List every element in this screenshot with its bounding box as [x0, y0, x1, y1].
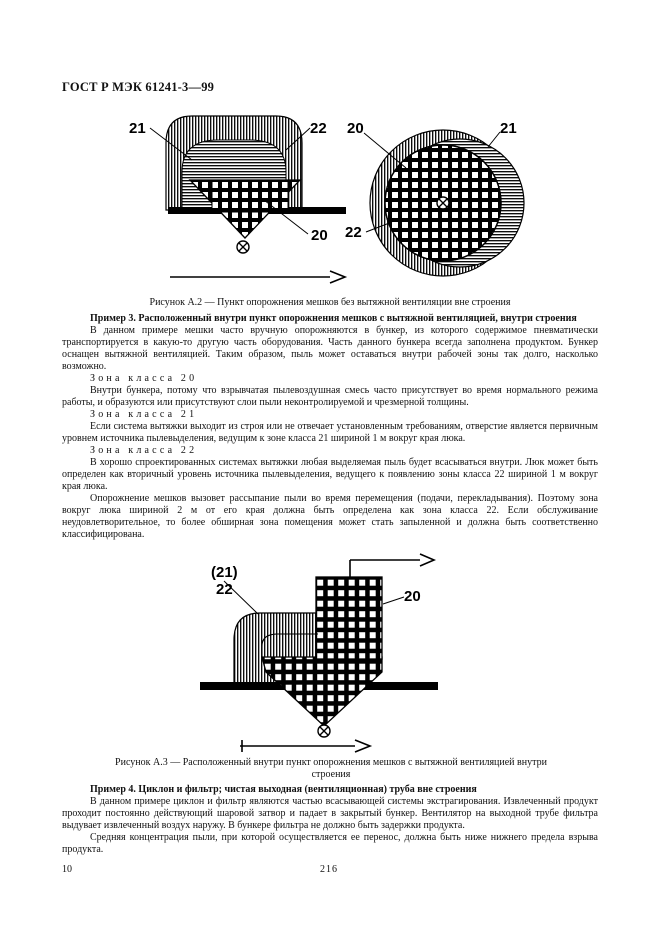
label-22-left: 22 — [310, 120, 327, 137]
figure-a2-caption: Рисунок А.2 — Пункт опорожнения мешков без вытяжной вентиляции вне строения — [149, 297, 511, 308]
example4-paragraph2: Средняя концентрация пыли, при которой осуществляется ее перенос, должна быть ниже нижнего предела взрыва продукта. — [62, 832, 598, 855]
example3-paragraph: В данном примере мешки часто вручную опорожняются в бункер, из которого содержимое пневматически транспортируется в какую-то другую часть оборудования. Часть данного бункера всегда заполнена продуктом. Бункер оснащен вытяжной вентиляцией. Таким образом, пыль может оставаться внутри рабочей зоны так долго, насколько возможно. — [62, 325, 598, 372]
zone22-text: В хорошо спроектированных системах вытяжки любая выделяемая пыль будет всасываться внутри. Люк может быть определен как вторичный уровень источника пылевыделения, ведущего к появлению зоны класса 22 шириной 1 м вокруг края люка. — [62, 457, 598, 492]
figure-a2 — [0, 108, 661, 293]
zone20-heading: Зона класса 20 — [90, 373, 198, 384]
label-21-paren: (21) — [211, 564, 238, 581]
example3-section — [62, 313, 598, 541]
label-20-left: 20 — [311, 227, 328, 244]
label-20: 20 — [404, 588, 421, 605]
page-number: 216 — [320, 864, 338, 875]
zone-20-hopper — [262, 657, 382, 726]
footer-left-number: 10 — [62, 864, 72, 875]
label-21-right: 21 — [500, 120, 517, 137]
zone-20-column — [316, 577, 382, 659]
figure-a3-caption-line1: Рисунок А.3 — Расположенный внутри пункт опорожнения мешков с вытяжной вентиляцией внутри — [115, 757, 547, 768]
label-20-right: 20 — [347, 120, 364, 137]
example4-paragraph1: В данном примере циклон и фильтр являются частью всасывающей системы экстрагирования. Извлеченный продукт проходит постоянно действующий шаровой затвор и падает в закрытый бункер. Вентилятор на выходной трубе фильтра выдувает извлеченный воздух наружу. В бункере фильтра не должно быть задержки продукта. — [62, 796, 598, 831]
figure-a3 — [0, 550, 661, 755]
zone20-text: Внутри бункера, потому что взрывчатая пылевоздушная смесь часто присутствует во время нормального режима работы, и образуются или присутствуют слои пыли неконтролируемой и чрезмерной толщины. — [62, 385, 598, 408]
zone21-heading: Зона класса 21 — [90, 409, 198, 420]
label-22: 22 — [216, 581, 233, 598]
label-22-right: 22 — [345, 224, 362, 241]
label-21-left: 21 — [129, 120, 146, 137]
example3-title: Пример 3. Расположенный внутри пункт опорожнения мешков с вытяжной вентиляцией, внутри строения — [90, 313, 577, 324]
zone21-text: Если система вытяжки выходит из строя или не отвечает установленным требованиям, отверстие является первичным уровнем источника пылевыделения, ведущим к зоне класса 21 шириной 1 м вокруг края люка. — [62, 421, 598, 444]
zone22-heading: Зона класса 22 — [90, 445, 198, 456]
example3-last-paragraph: Опорожнение мешков вызовет рассыпание пыли во время перемещения (подачи, перекладывания). Поэтому зона вокруг люка шириной 2 м от его края должна быть определена как зона класса 22. Если обслуживание неудовлетворительное, то более обширная зона помещения может стать запыленной и должна быть соответственно классифицирована. — [62, 493, 598, 540]
example4-section — [62, 784, 598, 856]
figure-a3-caption — [78, 757, 584, 781]
document-header: ГОСТ Р МЭК 61241-3—99 — [62, 80, 215, 94]
figure-a3-caption-line2: строения — [311, 769, 351, 780]
example4-title: Пример 4. Циклон и фильтр; чистая выходная (вентиляционная) труба вне строения — [90, 784, 477, 795]
